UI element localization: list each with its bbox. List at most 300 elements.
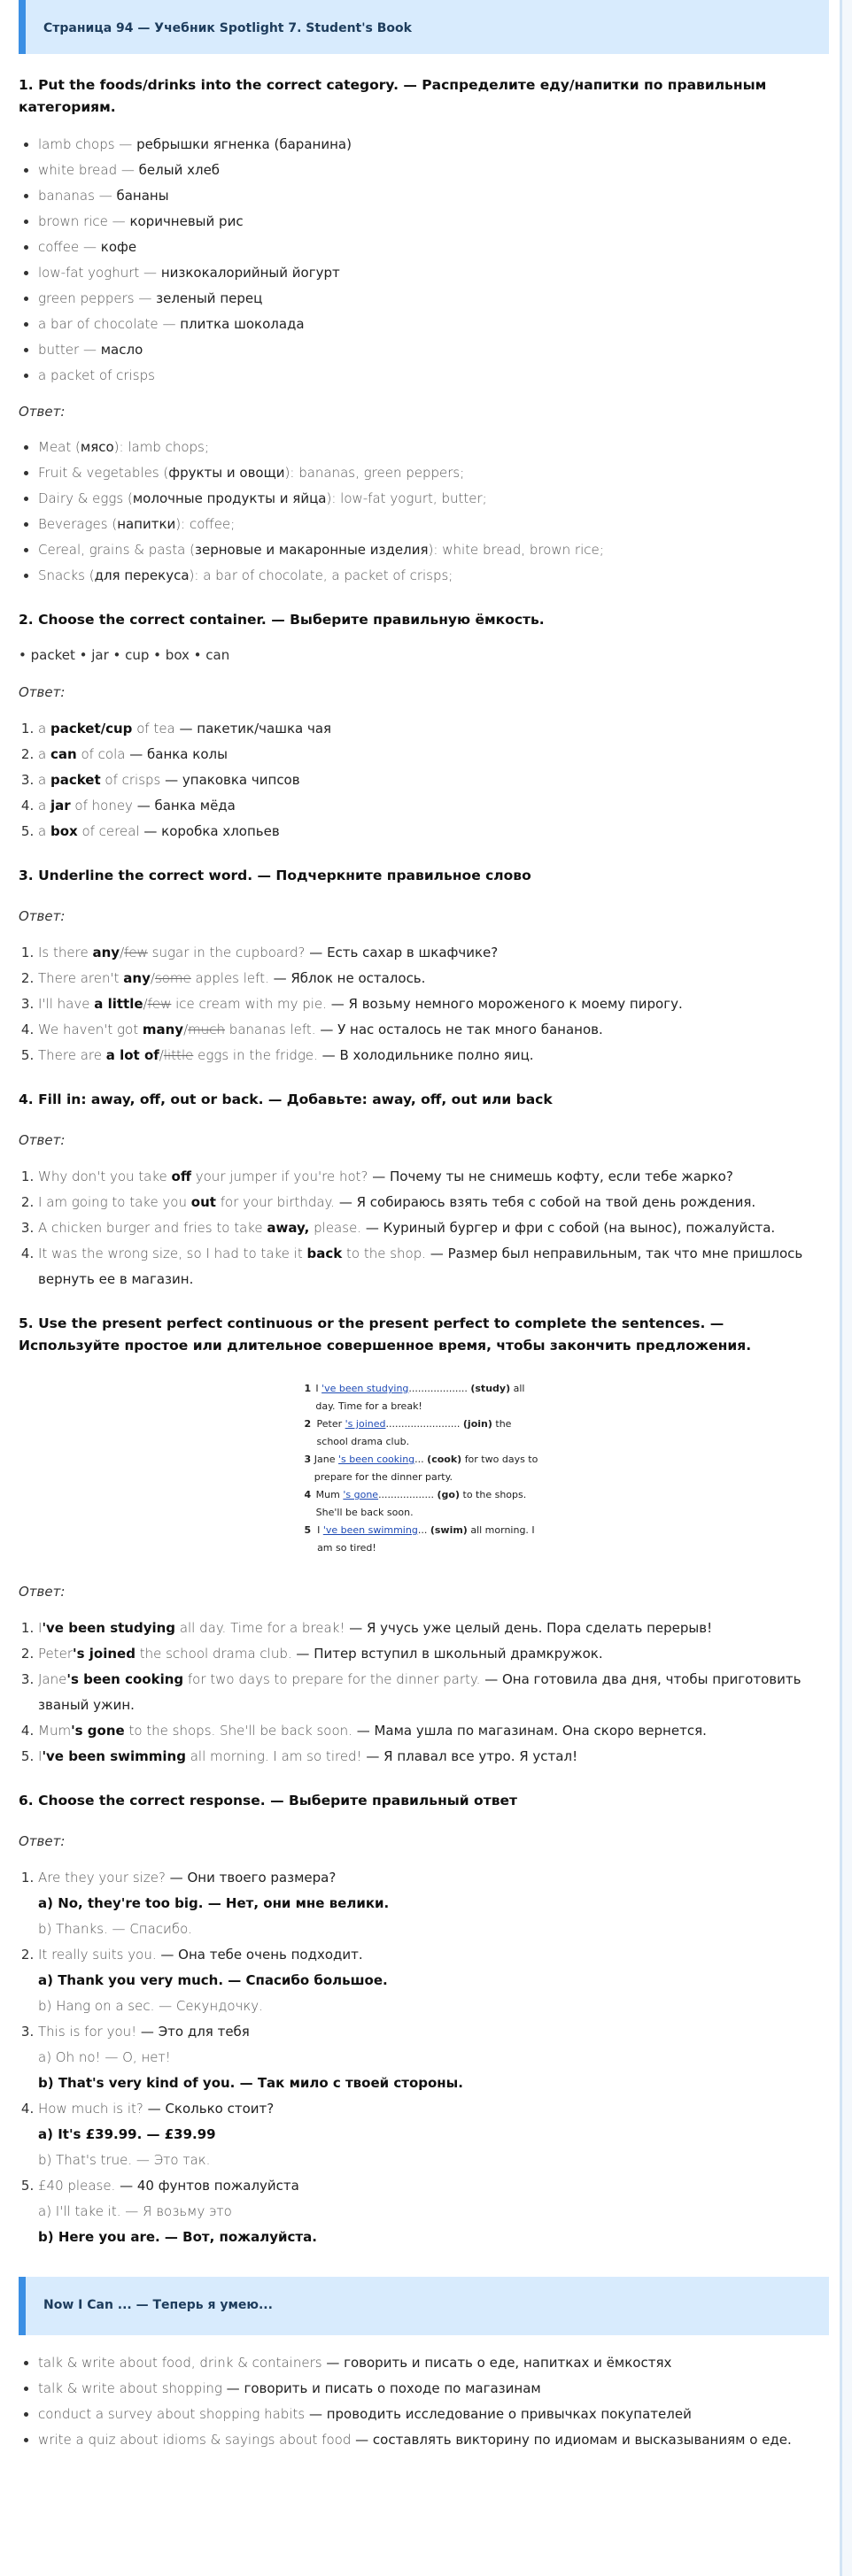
textbook-item <box>305 1380 544 1415</box>
text-pre: I'll have <box>38 996 95 1012</box>
answer-word: box <box>50 823 78 839</box>
ex2-answer-list <box>19 716 829 845</box>
slash: / <box>143 996 148 1012</box>
answer-word: many <box>142 1022 184 1037</box>
paren: ): <box>189 567 204 583</box>
item-verb: (cook) <box>427 1454 462 1465</box>
word-en: low-fat yoghurt <box>38 265 140 281</box>
list-item <box>38 1164 829 1190</box>
text-pre: There aren't <box>38 970 124 986</box>
exercise-2-title: 2. Choose the correct container. — Выберите правильную ёмкость. <box>19 612 545 628</box>
exercise-1-title: 1. Put the foods/drinks into the correct category. — Распределите еду/напитки по правильным категориям. <box>19 77 767 115</box>
list-item <box>38 512 829 537</box>
translation: пакетик/чашка чая <box>197 721 332 737</box>
list-item <box>38 1215 829 1241</box>
textbook-item <box>305 1522 544 1557</box>
question-en: How much is it? <box>38 2101 143 2117</box>
question-en: £40 please. <box>38 2178 116 2194</box>
category: Dairy & eggs <box>38 490 124 506</box>
translation: Я плавал все утро. Я устал! <box>383 1748 578 1764</box>
scroll-rail[interactable] <box>840 0 852 2576</box>
item-dots: ... <box>417 1524 428 1536</box>
question-ru: Они твоего размера? <box>187 1870 337 1886</box>
list-item <box>38 1017 829 1043</box>
word-en: lamb chops <box>38 136 115 152</box>
list-item <box>38 2350 829 2376</box>
list-item <box>38 716 829 742</box>
answer-word: 've been studying <box>42 1620 176 1636</box>
item-number: 4 <box>304 1489 312 1500</box>
word-ru: белый хлеб <box>138 162 221 178</box>
item-rest: to the shops. She'll be back soon. <box>315 1489 527 1518</box>
text-pre: I <box>38 1620 43 1636</box>
text-post: to the shops. She'll be back soon. <box>124 1723 352 1739</box>
category-ru: напитки <box>117 516 176 532</box>
list-item <box>38 742 829 767</box>
dash: — <box>345 1620 367 1636</box>
page-title: Страница 94 — Учебник Spotlight 7. Student's Book <box>43 21 412 35</box>
list-item <box>38 286 829 312</box>
item-number: 1 <box>304 1383 312 1394</box>
question-ru: Это для тебя <box>158 2024 250 2040</box>
list-item <box>38 767 829 793</box>
question <box>38 1942 829 1968</box>
list-item <box>38 991 829 1017</box>
text-post: ice cream with my pie. <box>171 996 327 1012</box>
exercise-4 <box>19 1089 829 1292</box>
question-en: It really suits you. <box>38 1947 157 1963</box>
category-values: coffee; <box>189 516 236 532</box>
paren: ( <box>84 567 95 583</box>
translation: Есть сахар в шкафчике? <box>327 945 499 960</box>
list-item <box>38 260 829 286</box>
dash: — <box>368 1168 391 1184</box>
item-body <box>317 1522 543 1557</box>
category: Beverages <box>38 516 108 532</box>
dash: — <box>326 996 349 1012</box>
text-post: apples left. <box>190 970 269 986</box>
paren: ): <box>175 516 190 532</box>
answer-word: can <box>50 746 77 762</box>
list-item <box>38 940 829 966</box>
answer-word: packet <box>50 772 101 788</box>
text-post: sugar in the cupboard? <box>147 945 306 960</box>
textbook-item <box>305 1486 544 1522</box>
dash: — <box>94 188 117 204</box>
dash: — <box>351 2432 373 2448</box>
dash: — <box>158 316 181 332</box>
ex5-answer-label: Ответ: <box>19 1584 66 1600</box>
item-verb: (study) <box>470 1383 511 1394</box>
word-en: white bread <box>38 162 118 178</box>
list-item <box>38 1190 829 1215</box>
dash: — <box>480 1671 502 1687</box>
list-item <box>38 209 829 235</box>
item-pre: Jane <box>314 1454 339 1465</box>
slash: / <box>120 945 125 960</box>
dash: — <box>174 721 198 737</box>
list-item <box>38 1043 829 1068</box>
list-item <box>38 1718 829 1744</box>
text-post: of crisps <box>100 772 161 788</box>
text-post: of honey <box>70 798 133 814</box>
category-ru: мясо <box>80 439 114 455</box>
answer-word: a little <box>94 996 143 1012</box>
ex1-answer-list <box>19 435 829 589</box>
dash: — <box>221 2380 244 2396</box>
dash: — <box>352 1723 375 1739</box>
ex1-word-list <box>19 132 829 389</box>
dash: — <box>143 2101 166 2117</box>
option-a: a) I'll take it. — Я возьму это <box>38 2203 232 2219</box>
text-pre: a <box>38 798 50 814</box>
list-item <box>38 1641 829 1667</box>
translation: Я возьму немного мороженого к моему пирогу. <box>348 996 683 1012</box>
skill-ru: проводить исследование о привычках покупателей <box>326 2406 692 2422</box>
slash: / <box>159 1047 164 1063</box>
text-post: for your birthday. <box>215 1194 336 1210</box>
dash: — <box>335 1194 357 1210</box>
dash: — <box>114 136 137 152</box>
category-ru: молочные продукты и яйца <box>132 490 327 506</box>
text-pre: a <box>38 823 50 839</box>
dash: — <box>160 772 182 788</box>
text-post: all morning. I am so tired! <box>185 1748 362 1764</box>
list-item <box>38 363 829 389</box>
dash: — <box>117 162 139 178</box>
option-a: a) No, they're too big. — Нет, они мне велики. <box>38 1895 390 1911</box>
exercise-5 <box>19 1313 829 1770</box>
translation: банка колы <box>147 746 228 762</box>
category: Meat <box>38 439 72 455</box>
answer-word: any <box>123 970 151 986</box>
word-en: a packet of crisps <box>38 367 155 383</box>
item-fill: 've been studying <box>321 1383 409 1394</box>
ex4-answer-label: Ответ: <box>19 1132 66 1148</box>
text-pre: A chicken burger and fries to take <box>38 1220 267 1236</box>
list-item <box>38 2096 829 2173</box>
slash: / <box>183 1022 189 1037</box>
text-post: all day. Time for a break! <box>175 1620 345 1636</box>
paren: ): <box>113 439 128 455</box>
paren: ): <box>284 465 299 481</box>
list-item <box>38 435 829 460</box>
category-ru: фрукты и овощи <box>168 465 285 481</box>
category-ru: для перекуса <box>94 567 190 583</box>
page-header <box>19 0 829 54</box>
word-en: brown rice <box>38 213 108 229</box>
translation: В холодильнике полно яиц. <box>339 1047 534 1063</box>
word-ru: плитка шоколада <box>180 316 305 332</box>
option-a: a) Thank you very much. — Спасибо большое. <box>38 1972 388 1988</box>
option-a: a) It's £39.99. — £39.99 <box>38 2126 216 2142</box>
item-pre: Mum <box>315 1489 344 1500</box>
skill-ru: говорить и писать о еде, напитках и ёмкостях <box>344 2355 672 2371</box>
category: Cereal, grains & pasta <box>38 542 186 558</box>
exercise-6-title: 6. Choose the correct response. — Выберите правильный ответ <box>19 1793 517 1809</box>
answer-word: back <box>306 1246 343 1261</box>
word-en: butter <box>38 342 80 358</box>
text-pre: Peter <box>38 1646 74 1662</box>
wrong-word: some <box>154 970 191 986</box>
item-pre: Peter <box>316 1418 345 1430</box>
answer-word: 's gone <box>71 1723 125 1739</box>
text-pre: a <box>38 772 50 788</box>
skill-en: write a quiz about idioms & sayings about food <box>38 2432 352 2448</box>
word-ru: масло <box>100 342 143 358</box>
word-ru: низкокалорийный йогурт <box>160 265 340 281</box>
list-item <box>38 966 829 991</box>
paren: ( <box>123 490 133 506</box>
item-dots: ................... <box>408 1383 468 1394</box>
translation: Я собираюсь взять тебя с собой на твой день рождения. <box>356 1194 756 1210</box>
translation: Я учусь уже целый день. Пора сделать перерыв! <box>366 1620 713 1636</box>
item-rest: the school drama club. <box>316 1418 512 1447</box>
item-number: 5 <box>304 1524 312 1536</box>
item-dots: ........................ <box>385 1418 461 1430</box>
question <box>38 2019 829 2045</box>
paren: ): <box>326 490 341 506</box>
option-b: b) That's very kind of you. — Так мило с твоей стороны. <box>38 2075 463 2091</box>
category-values: low-fat yogurt, butter; <box>340 490 487 506</box>
exercise-6 <box>19 1790 829 2250</box>
wrong-word: few <box>147 996 172 1012</box>
translation: Питер вступил в школьный драмкружок. <box>314 1646 603 1662</box>
translation: Она готовила два дня, чтобы приготовить званый ужин. <box>38 1671 802 1713</box>
question-ru: Она тебе очень подходит. <box>178 1947 363 1963</box>
answer-word: a lot of <box>105 1047 159 1063</box>
wrong-word: few <box>124 945 148 960</box>
option-b: b) That's true. — Это так. <box>38 2152 211 2168</box>
word-ru: бананы <box>116 188 169 204</box>
paren: ( <box>107 516 118 532</box>
translation: Куриный бургер и фри с собой (на вынос), пожалуйста. <box>383 1220 776 1236</box>
item-number: 3 <box>304 1454 312 1465</box>
item-fill: 's joined <box>345 1418 386 1430</box>
text-post: to the shop. <box>342 1246 427 1261</box>
item-rest: all day. Time for a break! <box>315 1383 525 1412</box>
answer-word: 's been cooking <box>66 1671 184 1687</box>
question <box>38 2173 829 2199</box>
category-values: bananas, green peppers; <box>298 465 465 481</box>
dash: — <box>268 970 291 986</box>
question <box>38 2096 829 2122</box>
question <box>38 1865 829 1891</box>
item-pre: I <box>315 1383 322 1394</box>
item-rest: for two days to prepare for the dinner party. <box>314 1454 538 1483</box>
list-item <box>38 183 829 209</box>
question-en: This is for you! <box>38 2024 137 2040</box>
word-ru: коричневый рис <box>129 213 244 229</box>
list-item <box>38 793 829 819</box>
translation: Размер был неправильным, так что мне пришлось вернуть ее в магазин. <box>38 1246 803 1287</box>
dash: — <box>165 1870 188 1886</box>
now-i-can-list <box>19 2350 829 2453</box>
exercise-1 <box>19 74 829 589</box>
text-pre: Jane <box>38 1671 67 1687</box>
dash: — <box>321 2355 345 2371</box>
answer-word: away, <box>267 1220 310 1236</box>
skill-ru: составлять викторину по идиомам и высказываниям о еде. <box>372 2432 792 2448</box>
translation: Мама ушла по магазинам. Она скоро вернется. <box>374 1723 707 1739</box>
skill-en: conduct a survey about shopping habits <box>38 2406 306 2422</box>
translation: У нас осталось не так много бананов. <box>337 1022 603 1037</box>
answer-word: jar <box>50 798 71 814</box>
word-en: bananas <box>38 188 95 204</box>
list-item <box>38 2427 829 2453</box>
dash: — <box>139 265 161 281</box>
item-body <box>314 1451 544 1486</box>
option-b: b) Thanks. — Спасибо. <box>38 1921 193 1937</box>
option-a: a) Oh no! — О, нет! <box>38 2049 171 2065</box>
paren: ( <box>159 465 169 481</box>
text-post: for two days to prepare for the dinner party. <box>183 1671 481 1687</box>
ex3-answer-label: Ответ: <box>19 908 66 924</box>
dash: — <box>305 945 328 960</box>
item-body <box>316 1486 544 1522</box>
translation: Яблок не осталось. <box>290 970 426 986</box>
item-dots: ... <box>414 1454 424 1465</box>
word-en: coffee <box>38 239 80 255</box>
text-post: eggs in the fridge. <box>193 1047 318 1063</box>
answer-word: out <box>190 1194 216 1210</box>
category-values: lamb chops; <box>128 439 209 455</box>
word-en: green peppers <box>38 290 135 306</box>
ex5-answer-list <box>19 1616 829 1770</box>
list-item <box>38 563 829 589</box>
category: Snacks <box>38 567 85 583</box>
list-item <box>38 1241 829 1292</box>
dash: — <box>115 2178 137 2194</box>
question-ru: 40 фунтов пожалуйста <box>136 2178 299 2194</box>
exercise-3 <box>19 865 829 1068</box>
ex6-answer-label: Ответ: <box>19 1833 66 1849</box>
dash: — <box>79 239 101 255</box>
text-post: of cola <box>76 746 126 762</box>
paren: ( <box>185 542 195 558</box>
list-item <box>38 158 829 183</box>
dash: — <box>305 2406 327 2422</box>
item-verb: (swim) <box>430 1524 468 1536</box>
dash: — <box>79 342 101 358</box>
ex6-answer-list <box>19 1865 829 2250</box>
list-item <box>38 1865 829 1942</box>
dash: — <box>156 1947 179 1963</box>
dash: — <box>134 290 157 306</box>
list-item <box>38 1616 829 1641</box>
translation: коробка хлопьев <box>161 823 280 839</box>
wrong-word: little <box>163 1047 194 1063</box>
text-pre: It was the wrong size, so I had to take it <box>38 1246 307 1261</box>
list-item <box>38 1744 829 1770</box>
text-post: your jumper if you're hot? <box>190 1168 368 1184</box>
translation: упаковка чипсов <box>182 772 300 788</box>
item-fill: 's been cooking <box>338 1454 415 1465</box>
ex1-answer-label: Ответ: <box>19 404 66 420</box>
category-ru: зерновые и макаронные изделия <box>194 542 429 558</box>
list-item <box>38 337 829 363</box>
skill-en: talk & write about food, drink & containers <box>38 2355 322 2371</box>
text-pre: I <box>38 1748 43 1764</box>
answer-word: 's joined <box>73 1646 136 1662</box>
text-pre: I am going to take you <box>38 1194 191 1210</box>
list-item <box>38 1942 829 2019</box>
dash: — <box>317 1047 340 1063</box>
dash: — <box>136 2024 159 2040</box>
text-pre: Why don't you take <box>38 1168 172 1184</box>
skill-ru: говорить и писать о походе по магазинам <box>244 2380 541 2396</box>
textbook-item <box>305 1415 544 1451</box>
text-pre: Is there <box>38 945 93 960</box>
text-post: of cereal <box>77 823 140 839</box>
textbook-item <box>305 1451 544 1486</box>
list-item <box>38 486 829 512</box>
text-pre: a <box>38 721 50 737</box>
item-dots: .................. <box>378 1489 435 1500</box>
text-pre: We haven't got <box>38 1022 143 1037</box>
ex4-answer-list <box>19 1164 829 1292</box>
category-values: a bar of chocolate, a packet of crisps; <box>203 567 453 583</box>
item-body <box>315 1380 543 1415</box>
answer-word: off <box>171 1168 191 1184</box>
list-item <box>38 132 829 158</box>
exercise-5-title: 5. Use the present perfect continuous or the present perfect to complete the sentences. — Используйте простое или длительное совершенное время, чтобы закончить предложения. <box>19 1315 752 1354</box>
item-pre: I <box>317 1524 323 1536</box>
dash: — <box>132 798 155 814</box>
dash: — <box>291 1646 314 1662</box>
exercise-3-title: 3. Underline the correct word. — Подчеркните правильное слово <box>19 868 531 883</box>
item-verb: (join) <box>462 1418 492 1430</box>
item-number: 2 <box>304 1418 312 1430</box>
list-item <box>38 1667 829 1718</box>
answer-word: 've been swimming <box>42 1748 186 1764</box>
word-ru: зеленый перец <box>156 290 263 306</box>
text-pre: a <box>38 746 50 762</box>
slash: / <box>150 970 155 986</box>
list-item <box>38 2376 829 2402</box>
list-item <box>38 2173 829 2250</box>
item-fill: 've been swimming <box>322 1524 418 1536</box>
paren: ): <box>428 542 443 558</box>
category: Fruit & vegetables <box>38 465 159 481</box>
text-post: of tea <box>132 721 175 737</box>
exercise-4-title: 4. Fill in: away, off, out or back. — Добавьте: away, off, out или back <box>19 1091 553 1107</box>
list-item <box>38 2019 829 2096</box>
option-b: b) Here you are. — Вот, пожалуйста. <box>38 2229 317 2245</box>
dash: — <box>315 1022 338 1037</box>
item-rest: all morning. I am so tired! <box>317 1524 535 1554</box>
item-body <box>317 1415 544 1451</box>
now-i-can-title: Now I Can ... — Теперь я умею... <box>43 2298 273 2312</box>
dash: — <box>139 823 162 839</box>
list-item <box>38 460 829 486</box>
text-post: the school drama club. <box>135 1646 292 1662</box>
text-pre: There are <box>38 1047 106 1063</box>
dash: — <box>426 1246 448 1261</box>
question-ru: Сколько стоит? <box>165 2101 275 2117</box>
ex3-answer-list <box>19 940 829 1068</box>
answer-word: packet/cup <box>50 721 133 737</box>
translation: Почему ты не снимешь кофту, если тебе жарко? <box>390 1168 733 1184</box>
item-fill: 's gone <box>343 1489 379 1500</box>
wrong-word: much <box>188 1022 226 1037</box>
word-ru: кофе <box>100 239 137 255</box>
dash: — <box>125 746 147 762</box>
list-item <box>38 537 829 563</box>
item-verb: (go) <box>437 1489 461 1500</box>
ex2-options: • packet • jar • cup • box • can <box>19 647 230 663</box>
list-item <box>38 235 829 260</box>
